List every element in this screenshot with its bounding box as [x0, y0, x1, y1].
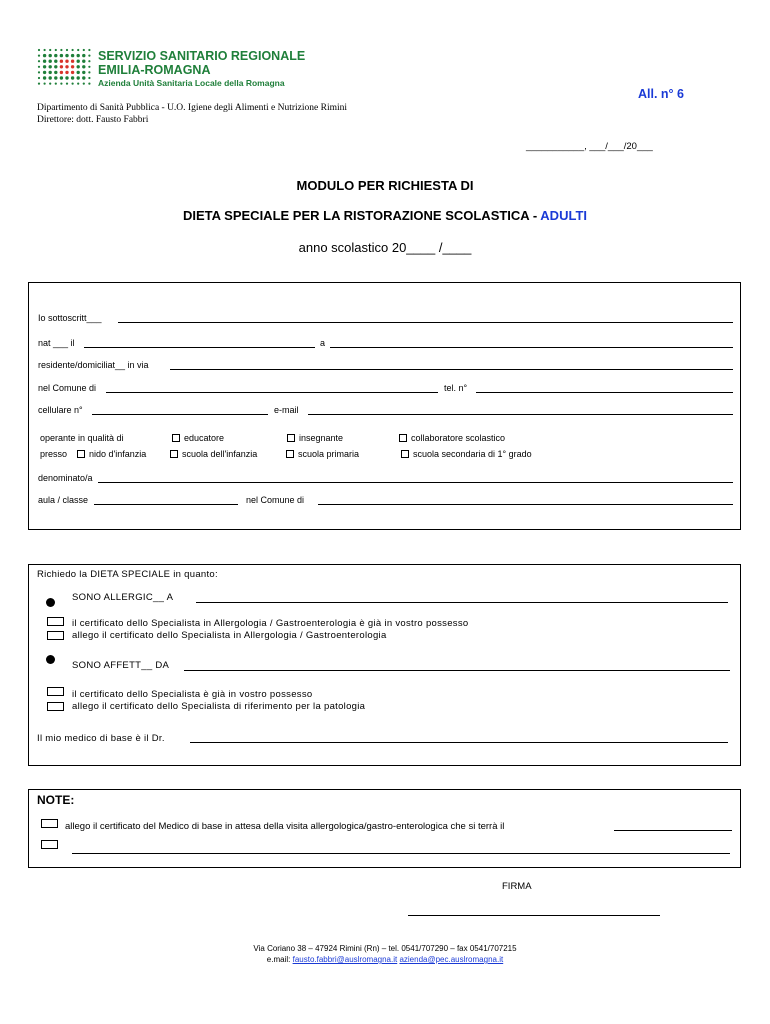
comune-label: nel Comune di	[38, 383, 97, 393]
birth-date-field[interactable]	[84, 347, 315, 348]
logo-dot	[54, 76, 57, 79]
logo-dot	[71, 60, 74, 63]
logo-dot	[44, 49, 46, 51]
email-field[interactable]	[308, 414, 733, 415]
address-label: residente/domiciliat__ in via	[38, 360, 149, 370]
school-option-secondaria[interactable]: scuola secondaria di 1° grado	[401, 449, 532, 459]
affected-cert-held-label: il certificato dello Specialista è già in vostro possesso	[72, 689, 313, 700]
page-title: MODULO PER RICHIESTA DI	[296, 178, 474, 193]
logo-dot	[88, 66, 90, 68]
allergic-label: SONO ALLERGIC__ A	[72, 592, 174, 603]
role-option-educatore[interactable]: educatore	[172, 433, 224, 443]
footer-email	[0, 955, 770, 964]
logo-dot	[60, 49, 62, 51]
logo-dot	[60, 71, 63, 74]
logo-dot	[88, 60, 90, 62]
checkbox[interactable]	[401, 450, 409, 458]
role-option-insegnante[interactable]: insegnante	[287, 433, 343, 443]
school-name-label: denominato/a	[38, 473, 93, 483]
logo-dot	[60, 65, 63, 68]
request-intro: Richiedo la DIETA SPECIALE in quanto:	[37, 569, 218, 580]
logo-dot	[43, 54, 46, 57]
logo-dot	[54, 71, 57, 74]
school-name-field[interactable]	[98, 482, 733, 483]
checkbox[interactable]	[287, 434, 295, 442]
birth-place-label: a	[320, 338, 326, 348]
doctor-label: Il mio medico di base è il Dr.	[37, 733, 165, 744]
logo-dot	[71, 76, 74, 79]
logo-dot	[49, 49, 51, 51]
logo-dot	[38, 60, 40, 62]
logo-dot	[38, 55, 40, 57]
affected-label: SONO AFFETT__ DA	[72, 660, 170, 671]
logo-dot	[54, 60, 57, 63]
logo-dot	[38, 77, 40, 79]
logo-dot	[60, 83, 62, 85]
notes-title: NOTE:	[37, 793, 75, 807]
logo-dot	[38, 66, 40, 68]
logo-dot	[71, 71, 74, 74]
school-comune-label: nel Comune di	[246, 495, 305, 505]
school-year[interactable]: anno scolastico 20____ /____	[298, 240, 472, 255]
birth-place-field[interactable]	[330, 347, 733, 348]
logo-dot	[60, 54, 63, 57]
logo-dot	[77, 60, 80, 63]
notes-cert-label: allego il certificato del Medico di base in attesa della visita allergologica/gastro-enterologica che si terrà il	[65, 821, 505, 832]
logo-line2: EMILIA-ROMAGNA	[98, 63, 211, 77]
phone-field[interactable]	[476, 392, 733, 393]
logo-dot	[77, 49, 79, 51]
bullet-icon	[46, 655, 55, 664]
school-comune-field[interactable]	[318, 504, 733, 505]
mobile-field[interactable]	[92, 414, 268, 415]
role-label: operante in qualità di	[40, 433, 124, 443]
school-option-infanzia[interactable]: scuola dell'infanzia	[170, 449, 257, 459]
doctor-field[interactable]	[190, 742, 728, 743]
affected-field[interactable]	[184, 670, 730, 671]
checkbox[interactable]	[170, 450, 178, 458]
address-field[interactable]	[170, 369, 733, 370]
date-line[interactable]: ___________, ___/___/20___	[526, 141, 653, 152]
footer-email-link-1[interactable]: fausto.fabbri@auslromagna.it	[292, 955, 398, 964]
logo-dot	[71, 54, 74, 57]
logo-dot	[72, 49, 74, 51]
logo-dot	[54, 65, 57, 68]
school-option-nido[interactable]: nido d'infanzia	[77, 449, 146, 459]
mobile-label: cellulare n°	[38, 405, 83, 415]
subtitle-accent: ADULTI	[540, 208, 587, 223]
logo-dot	[77, 83, 79, 85]
logo-dot	[65, 76, 68, 79]
logo-dot	[65, 54, 68, 57]
presso-label: presso	[40, 449, 68, 459]
attachment-number: All. n° 6	[638, 87, 684, 101]
notes-other-checkbox[interactable]	[41, 840, 58, 849]
logo-dot	[77, 76, 80, 79]
checkbox[interactable]	[77, 450, 85, 458]
director-line: Direttore: dott. Fausto Fabbri	[37, 115, 149, 125]
logo-dot	[77, 54, 80, 57]
logo-dot	[72, 83, 74, 85]
subtitle-text: DIETA SPECIALE PER LA RISTORAZIONE SCOLASTICA -	[183, 208, 538, 223]
notes-cert-checkbox[interactable]	[41, 819, 58, 828]
footer-email-link-2[interactable]: azienda@pec.auslromagna.it	[399, 955, 504, 964]
role-option-collaboratore[interactable]: collaboratore scolastico	[399, 433, 505, 443]
logo-dot	[88, 49, 90, 51]
logo-line1: SERVIZIO SANITARIO REGIONALE	[98, 49, 306, 63]
logo-dot	[65, 71, 68, 74]
logo-dots-icon	[36, 47, 94, 87]
birth-date-label: nat ___ il	[38, 338, 75, 348]
logo-dot	[88, 71, 90, 73]
logo-dot	[55, 49, 57, 51]
school-option-primaria[interactable]: scuola primaria	[286, 449, 359, 459]
allergic-cert-held-checkbox[interactable]	[47, 617, 64, 626]
logo-dot	[49, 54, 52, 57]
affected-cert-attached-label: allego il certificato dello Specialista di riferimento per la patologia	[72, 701, 366, 712]
allergic-field[interactable]	[196, 602, 728, 603]
logo-dot	[43, 65, 46, 68]
signature-field[interactable]	[408, 915, 660, 916]
logo-dot	[44, 83, 46, 85]
logo-dot	[88, 55, 90, 57]
logo-dot	[38, 71, 40, 73]
checkbox[interactable]	[399, 434, 407, 442]
logo-dot	[77, 71, 80, 74]
logo-dot	[38, 49, 40, 51]
logo-dot	[83, 49, 85, 51]
logo-dot	[49, 60, 52, 63]
footer-address: Via Coriano 38 – 47924 Rimini (Rn) – tel. 0541/707290 – fax 0541/707215	[253, 944, 517, 953]
sottoscritto-field[interactable]	[118, 322, 733, 323]
logo-dot	[54, 54, 57, 57]
allergic-cert-attached-checkbox[interactable]	[47, 631, 64, 640]
notes-visit-date-field[interactable]	[614, 830, 732, 831]
logo-dot	[88, 77, 90, 79]
phone-label: tel. n°	[444, 383, 468, 393]
bullet-icon	[46, 598, 55, 607]
logo-dot	[60, 76, 63, 79]
logo-dot	[65, 60, 68, 63]
allergic-cert-attached-label: allego il certificato dello Specialista in Allergologia / Gastroenterologia	[72, 630, 387, 641]
logo-dot	[71, 65, 74, 68]
logo-dot	[66, 83, 68, 85]
page-subtitle	[0, 208, 770, 223]
logo-dot	[82, 65, 85, 68]
logo-dot	[82, 54, 85, 57]
personal-data-box	[28, 282, 741, 530]
department-line: Dipartimento di Sanità Pubblica - U.O. Igiene degli Alimenti e Nutrizione Rimini	[37, 103, 348, 113]
logo-dot	[38, 83, 40, 85]
comune-field[interactable]	[106, 392, 438, 393]
email-label: e-mail	[274, 405, 299, 415]
class-label: aula / classe	[38, 495, 89, 505]
logo-dot	[88, 83, 90, 85]
affected-cert-attached-checkbox[interactable]	[47, 702, 64, 711]
logo-dot	[49, 71, 52, 74]
logo-dot	[55, 83, 57, 85]
notes-other-field[interactable]	[72, 853, 730, 854]
logo-dot	[49, 83, 51, 85]
checkbox[interactable]	[172, 434, 180, 442]
class-field[interactable]	[94, 504, 238, 505]
checkbox[interactable]	[286, 450, 294, 458]
logo-dot	[49, 65, 52, 68]
affected-cert-held-checkbox[interactable]	[47, 687, 64, 696]
logo-dot	[66, 49, 68, 51]
sottoscritto-label: Io sottoscritt___	[38, 313, 102, 323]
footer-email-label: e.mail:	[266, 955, 291, 964]
signature-label: FIRMA	[502, 881, 532, 892]
logo-dot	[77, 65, 80, 68]
logo-line3: Azienda Unità Sanitaria Locale della Romagna	[98, 78, 285, 88]
logo-dot	[43, 76, 46, 79]
logo-dot	[65, 65, 68, 68]
allergic-cert-held-label: il certificato dello Specialista in Allergologia / Gastroenterologia è già in vostro possesso	[72, 618, 469, 629]
logo-dot	[82, 76, 85, 79]
logo-dot	[82, 71, 85, 74]
logo-dot	[82, 60, 85, 63]
logo-dot	[43, 60, 46, 63]
logo-dot	[43, 71, 46, 74]
logo-dot	[83, 83, 85, 85]
logo-dot	[49, 76, 52, 79]
logo-dot	[60, 60, 63, 63]
